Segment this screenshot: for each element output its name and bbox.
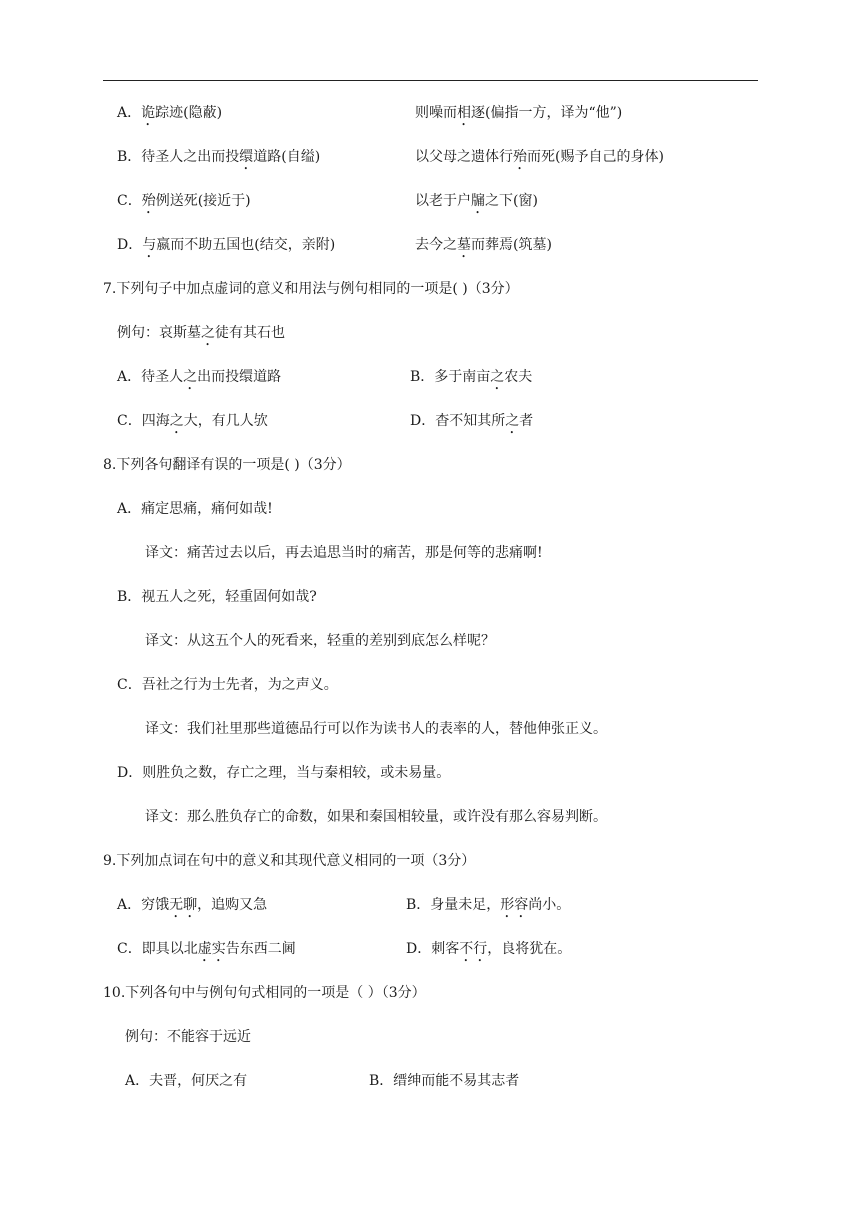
q7-example: 例句：哀斯墓之徒有其石也 <box>117 325 285 341</box>
q10-stem: 10.下列各句中与例句句式相同的一项是（ ）（3分） <box>103 985 426 1001</box>
q6-option-d-right: 去今之墓而葬焉(筑墓) <box>415 237 552 253</box>
q8-stem: 8.下列各句翻译有误的一项是( )（3分） <box>103 457 351 473</box>
q8-option-a-translation: 译文：痛苦过去以后，再去追思当时的痛苦，那是何等的悲痛啊! <box>145 545 543 561</box>
q6-option-b-left: B．待圣人之出而投缳道路(自缢) <box>117 149 321 165</box>
q6-option-c-right: 以老于户牖之下(窗) <box>415 193 538 209</box>
q8-option-a: A．痛定思痛，痛何如哉! <box>117 501 273 517</box>
q7-option-b: B．多于南亩之农夫 <box>410 369 533 385</box>
q6-option-c-left: C．殆例送死(接近于) <box>117 193 251 209</box>
q9-option-b: B．身量未足，形容尚小。 <box>406 897 571 913</box>
q9-option-c: C．即具以北虚实告东西二阃 <box>117 941 296 957</box>
q6-option-d-left: D．与嬴而不助五国也(结交，亲附) <box>117 237 336 253</box>
q6-option-b-right: 以父母之遗体行殆而死(赐予自己的身体) <box>415 149 664 165</box>
q7-option-d: D．杳不知其所之者 <box>410 413 534 429</box>
q9-option-d: D．刺客不行，良将犹在。 <box>406 941 572 957</box>
q7-option-c: C．四海之大，有几人欤 <box>117 413 268 429</box>
q7-stem: 7.下列句子中加点虚词的意义和用法与例句相同的一项是( )（3分） <box>103 281 519 297</box>
q8-option-c: C．吾社之行为士先者，为之声义。 <box>117 677 338 693</box>
q6-option-a-right: 则噪而相逐(偏指一方，译为“他”) <box>415 105 623 121</box>
q8-option-c-translation: 译文：我们社里那些道德品行可以作为读书人的表率的人，替他伸张正义。 <box>145 721 607 737</box>
q8-option-b-translation: 译文：从这五个人的死看来，轻重的差别到底怎么样呢？ <box>145 633 495 649</box>
q8-option-d-translation: 译文：那么胜负存亡的命数，如果和秦国相较量，或许没有那么容易判断。 <box>145 809 607 825</box>
q10-option-a: A．夫晋，何厌之有 <box>125 1073 248 1089</box>
q10-example: 例句：不能容于远近 <box>125 1029 251 1045</box>
q10-option-b: B．缙绅而能不易其志者 <box>369 1073 520 1089</box>
q9-option-a: A．穷饿无聊，追购又急 <box>117 897 268 913</box>
header-rule <box>103 80 758 81</box>
q9-stem: 9.下列加点词在句中的意义和其现代意义相同的一项（3分） <box>103 853 476 869</box>
q8-option-d: D．则胜负之数，存亡之理，当与秦相较，或未易量。 <box>117 765 451 781</box>
q6-option-a-left: A．诡踪迹(隐蔽) <box>117 105 223 121</box>
q7-option-a: A．待圣人之出而投缳道路 <box>117 369 282 385</box>
q8-option-b: B．视五人之死，轻重固何如哉? <box>117 589 317 605</box>
